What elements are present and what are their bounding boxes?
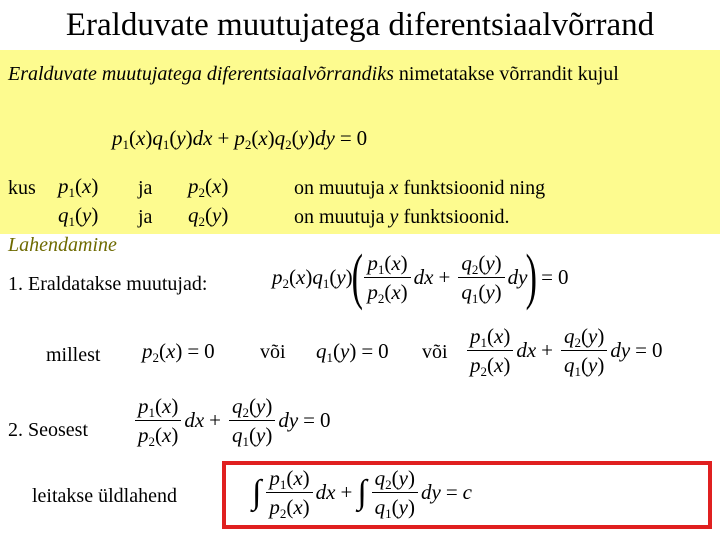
p2-expr: $p_2$ ( x ) <box>188 174 229 200</box>
general-solution-equation: ∫ $\frac{p_1(x)}{p_2(x)}$ dx + ∫ $\frac{q_2(y)}{q_1(y)}$ dy = c <box>252 466 472 521</box>
ja-word-1: ja <box>138 177 153 199</box>
step-2-equation: $\frac{p_1(x)}{p_2(x)}$ dx + $\frac{q_2(y)}{q_1(y)}$ dy = 0 <box>132 394 331 447</box>
definition-rest: nimetatakse võrrandit kujul <box>393 63 619 85</box>
step-2-label: 2. Seosest <box>8 419 88 441</box>
p1-expr: $p_1$ ( x ) <box>58 174 99 200</box>
voi-word-2: või <box>422 341 448 363</box>
lahendamine-heading: Lahendamine <box>8 234 117 256</box>
p2-zero-equation: $p_2$ ( x ) = 0 <box>142 339 215 365</box>
q1-expr: $q_1$ ( y ) <box>58 203 99 229</box>
kus-line-1: on muutuja x funktsioonid ning <box>294 177 546 199</box>
separated-equation: $\frac{p_1(x)}{p_2(x)}$ dx + $\frac{q_2(y)}{q_1(y)}$ dy = 0 <box>464 324 663 377</box>
main-equation: $p_1$ ( x ) $q_1$ ( y ) dx + $p_2$ ( x ) $q_2$ ( y ) dy = 0 <box>112 126 368 152</box>
millest-label: millest <box>46 344 101 366</box>
definition-text <box>8 62 708 86</box>
kus-label: kus <box>8 177 36 199</box>
ja-word-2: ja <box>138 206 153 228</box>
q2-expr: $q_2$ ( y ) <box>188 203 229 229</box>
leitakse-label: leitakse üldlahend <box>32 485 177 507</box>
step-1-equation: $p_2$ ( x ) $q_1$ ( y ) ( $\frac{p_1(x)}{p_2(x)}$ dx + $\frac{q_2(y)}{q_1(y)}$ dy ) = 0 <box>272 243 569 311</box>
voi-word-1: või <box>260 341 286 363</box>
page-title: Eralduvate muutujatega diferentsiaalvõrrand <box>65 7 655 43</box>
kus-line-2: on muutuja y funktsioonid. <box>294 206 510 228</box>
q1-zero-equation: $q_1$ ( y ) = 0 <box>316 339 389 365</box>
step-1-label: 1. Eraldatakse muutujad: <box>8 273 208 295</box>
definition-term: Eralduvate muutujatega diferentsiaalvõrrandiks <box>8 63 394 85</box>
